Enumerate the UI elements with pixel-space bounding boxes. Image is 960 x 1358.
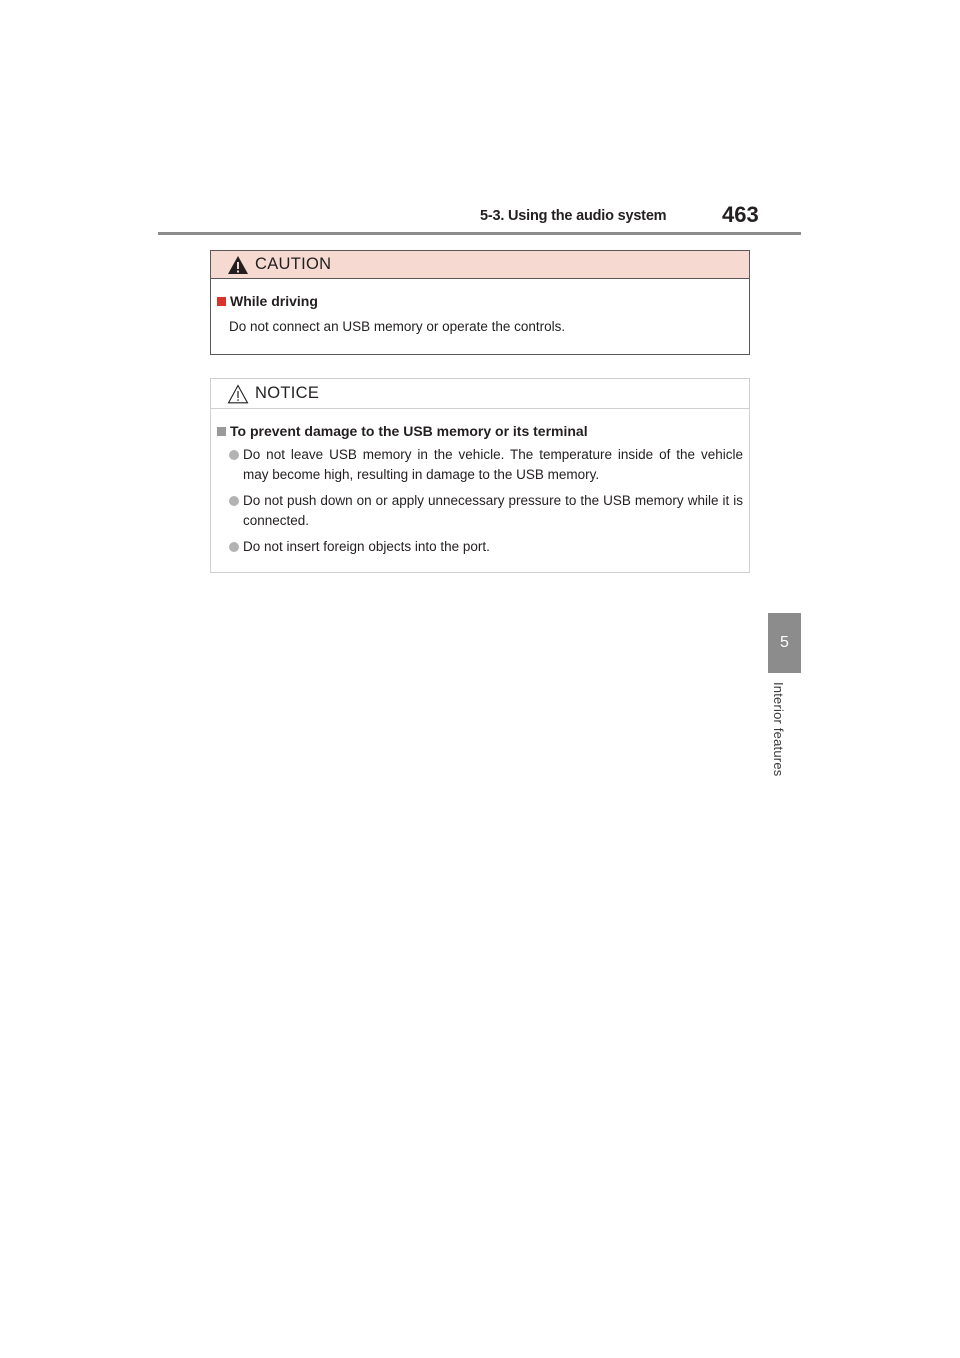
chapter-label: Interior features [771, 682, 786, 777]
list-item [243, 537, 743, 557]
notice-heading [217, 423, 749, 439]
caution-text: Do not connect an USB memory or operate the controls. [229, 319, 566, 334]
notice-heading-text: To prevent damage to the USB memory or its terminal [230, 423, 588, 439]
list-item [243, 491, 743, 531]
square-bullet-icon [217, 427, 226, 436]
notice-header [211, 379, 749, 409]
bullet-dot-icon [229, 450, 239, 460]
notice-list [211, 445, 749, 557]
page-number: 463 [722, 202, 759, 227]
chapter-tab [768, 613, 801, 673]
caution-label: CAUTION [255, 255, 332, 273]
header-rule [158, 232, 801, 235]
list-item-text: Do not push down on or apply unnecessary pressure to the USB memory while it is connected. [243, 493, 743, 528]
notice-box [210, 378, 750, 573]
caution-heading-text: While driving [230, 293, 318, 309]
notice-label: NOTICE [255, 384, 320, 402]
list-item [243, 445, 743, 485]
section-title: 5-3. Using the audio system [480, 208, 667, 224]
chapter-number: 5 [780, 634, 789, 651]
warning-outline-icon [227, 384, 249, 404]
caution-header [211, 251, 749, 279]
list-item-text: Do not insert foreign objects into the port. [243, 539, 490, 554]
caution-box [210, 250, 750, 355]
bullet-dot-icon [229, 542, 239, 552]
caution-heading [217, 293, 749, 309]
list-item-text: Do not leave USB memory in the vehicle. The temperature inside of the vehicle may become high, resulting in damage to the USB memory. [243, 447, 743, 482]
bullet-dot-icon [229, 496, 239, 506]
warning-filled-icon [227, 255, 249, 275]
square-bullet-icon [217, 297, 226, 306]
